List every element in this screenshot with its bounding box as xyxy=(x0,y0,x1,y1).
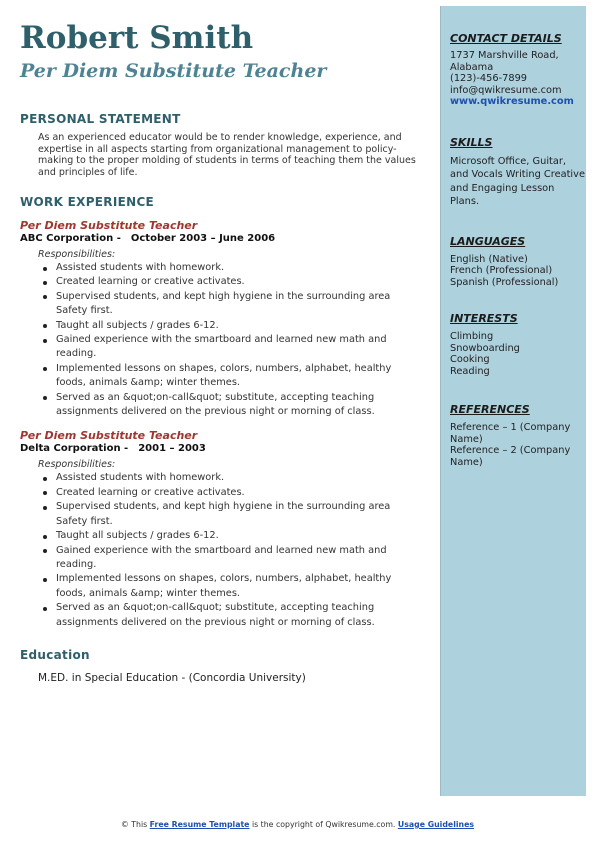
sidebar-title-skills: SKILLS xyxy=(450,135,493,149)
section-title-personal-statement: PERSONAL STATEMENT xyxy=(20,112,181,126)
personal-statement-text: As an experienced educator would be to render knowledge, experience, and expertise in all aspects starting from organizational management to policy-making to the proper molding of students in terms of teaching them the values and principles of life. xyxy=(38,132,416,178)
copyright-footer xyxy=(0,820,595,829)
section-title-work-experience: WORK EXPERIENCE xyxy=(20,195,155,209)
interest-item: Reading xyxy=(450,365,490,377)
list-item: Served as an &quot;on-call&quot; substitute, accepting teaching assignments delivered on the previous night or morning of class. xyxy=(56,391,420,420)
job-company: Delta Corporation - xyxy=(20,443,129,455)
main-column xyxy=(20,18,420,684)
job-entry xyxy=(20,429,420,629)
language-item: English (Native) xyxy=(450,253,528,265)
list-item: Implemented lessons on shapes, colors, numbers, alphabet, healthy foods, animals &amp; winter themes. xyxy=(56,362,420,391)
candidate-name: Robert Smith xyxy=(20,20,254,56)
responsibilities-label: Responsibilities: xyxy=(38,249,116,260)
footer-middle: is the copyright of Qwikresume.com. xyxy=(251,820,396,829)
list-item: Implemented lessons on shapes, colors, numbers, alphabet, healthy foods, animals &amp; winter themes. xyxy=(56,572,420,601)
reference-item: Reference – 1 (Company Name) xyxy=(450,422,571,445)
job-dates: 2001 – 2003 xyxy=(138,443,206,455)
sidebar-title-languages: LANGUAGES xyxy=(450,234,526,248)
list-item: Taught all subjects / grades 6-12. xyxy=(56,529,420,543)
sidebar xyxy=(440,6,586,796)
usage-guidelines-link[interactable]: Usage Guidelines xyxy=(397,820,475,829)
free-resume-template-link[interactable]: Free Resume Template xyxy=(149,820,250,829)
language-item: Spanish (Professional) xyxy=(450,276,559,288)
interest-item: Climbing xyxy=(450,331,494,342)
contact-address-line1: 1737 Marshville Road, xyxy=(450,50,559,61)
list-item: Assisted students with homework. xyxy=(56,471,420,485)
sidebar-title-contact: CONTACT DETAILS xyxy=(450,32,562,45)
job-meta xyxy=(20,232,420,245)
list-item: Gained experience with the smartboard and learned new math and reading. xyxy=(56,333,420,362)
list-item: Assisted students with homework. xyxy=(56,261,420,275)
list-item: Served as an &quot;on-call&quot; substitute, accepting teaching assignments delivered on the previous night or morning of class. xyxy=(56,601,420,630)
contact-website-link[interactable]: www.qwikresume.com xyxy=(450,96,574,107)
language-item: French (Professional) xyxy=(450,265,553,276)
sidebar-title-interests: INTERESTS xyxy=(450,312,518,325)
responsibilities-list xyxy=(20,261,420,419)
contact-email[interactable]: info@qwikresume.com xyxy=(450,84,562,96)
list-item: Created learning or creative activates. xyxy=(56,486,420,500)
job-title: Per Diem Substitute Teacher xyxy=(20,219,198,232)
responsibilities-label: Responsibilities: xyxy=(38,459,116,471)
list-item: Gained experience with the smartboard and learned new math and reading. xyxy=(56,544,420,573)
list-item: Taught all subjects / grades 6-12. xyxy=(56,319,420,333)
job-title: Per Diem Substitute Teacher xyxy=(20,429,198,443)
responsibilities-list xyxy=(20,471,420,629)
education-entry: M.ED. in Special Education - (Concordia University) xyxy=(38,671,306,684)
contact-address-line2: Alabama xyxy=(450,61,494,73)
list-item: Supervised students, and kept high hygiene in the surrounding area Safety first. xyxy=(56,290,420,319)
footer-prefix: © This xyxy=(120,820,148,829)
job-company: ABC Corporation - xyxy=(20,233,121,244)
list-item: Supervised students, and kept high hygiene in the surrounding area Safety first. xyxy=(56,500,420,529)
job-dates: October 2003 – June 2006 xyxy=(130,233,276,244)
interest-item: Cooking xyxy=(450,354,490,365)
interest-item: Snowboarding xyxy=(450,342,520,354)
job-meta xyxy=(20,442,420,455)
skills-text: Microsoft Office, Guitar, and Vocals Writing Creative and Engaging Lesson Plans. xyxy=(450,155,585,207)
list-item: Created learning or creative activates. xyxy=(56,275,420,289)
sidebar-title-references: REFERENCES xyxy=(450,403,530,416)
contact-phone: (123)-456-7899 xyxy=(450,73,528,84)
section-title-education: Education xyxy=(20,647,90,662)
candidate-headline: Per Diem Substitute Teacher xyxy=(20,60,327,82)
reference-item: Reference – 2 (Company Name) xyxy=(450,445,571,468)
job-entry xyxy=(20,219,420,419)
